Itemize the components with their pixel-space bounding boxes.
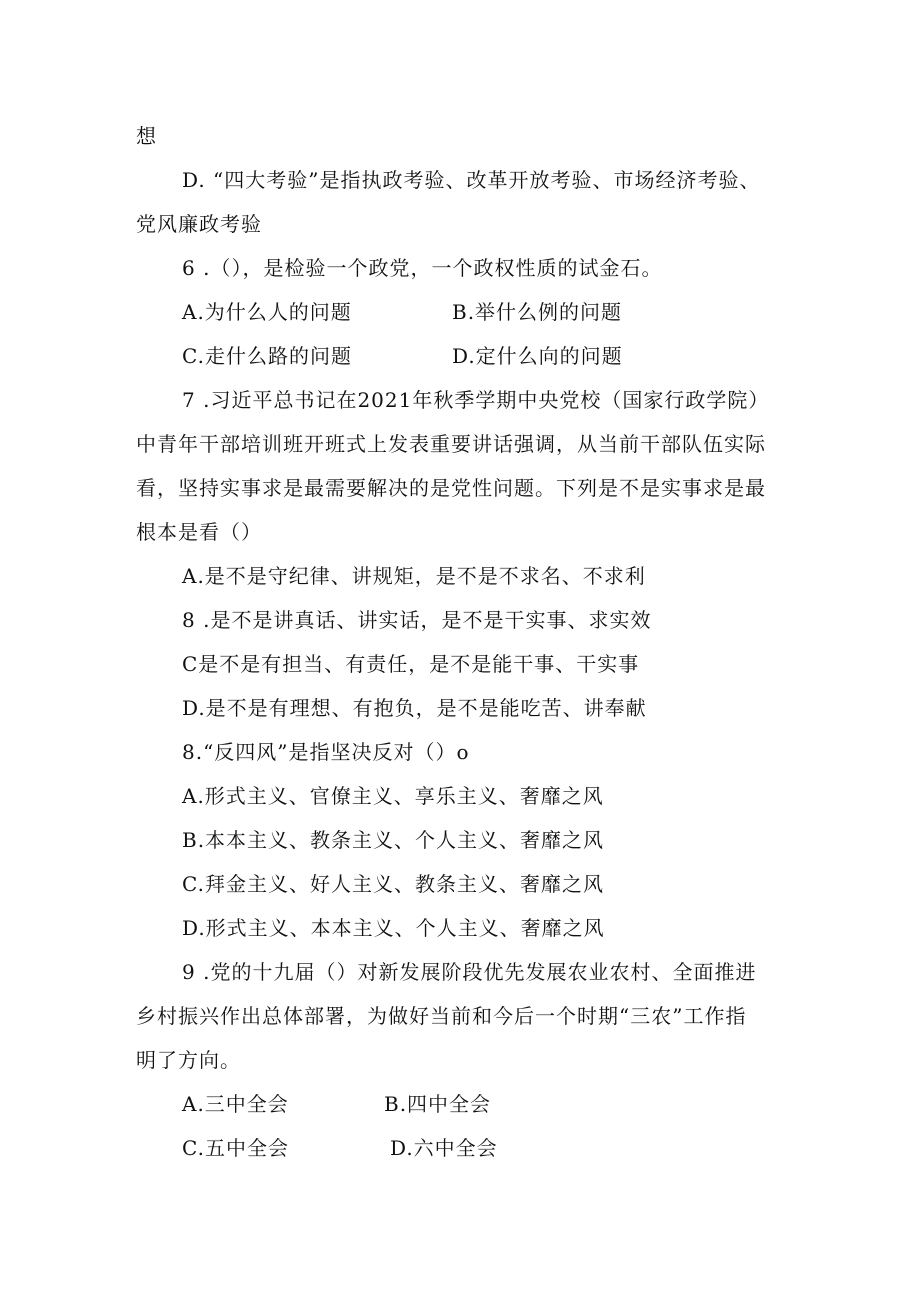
option-d-q5: D. “四大考验”是指执政考验、改革开放考验、市场经济考验、 bbox=[182, 168, 761, 192]
q7-option-b: 8 .是不是讲真话、讲实话，是不是干实事、求实效 bbox=[182, 608, 652, 632]
q9-option-d: D.六中全会 bbox=[390, 1136, 498, 1160]
q7-option-a: A.是不是守纪律、讲规矩，是不是不求名、不求利 bbox=[182, 564, 646, 588]
question-7-line-2: 中青年干部培训班开班式上发表重要讲话强调，从当前干部队伍实际 bbox=[136, 432, 766, 456]
q7-option-c: C是不是有担当、有责任，是不是能干事、干实事 bbox=[182, 652, 640, 676]
q6-option-b: B.举什么例的问题 bbox=[452, 300, 623, 324]
question-9-line-3: 明了方向。 bbox=[136, 1048, 241, 1072]
q6-option-d: D.定什么向的问题 bbox=[452, 344, 623, 368]
q9-option-a: A.三中全会 bbox=[182, 1092, 289, 1116]
question-8: 8.“反四风”是指坚决反对（）o bbox=[182, 740, 470, 764]
question-7-line-3: 看，坚持实事求是最需要解决的是党性问题。下列是不是实事求是最 bbox=[136, 476, 766, 500]
q9-option-c: C.五中全会 bbox=[182, 1136, 289, 1160]
q9-option-b: B.四中全会 bbox=[384, 1092, 492, 1116]
text-line-1: 想 bbox=[136, 124, 157, 148]
q8-option-c: C.拜金主义、好人主义、教条主义、奢靡之风 bbox=[182, 872, 604, 896]
q6-option-a: A.为什么人的问题 bbox=[182, 300, 352, 324]
question-6: 6 .（），是检验一个政党，一个政权性质的试金石。 bbox=[182, 256, 663, 280]
question-9-line-2: 乡村振兴作出总体部署，为做好当前和今后一个时期“三农”工作指 bbox=[136, 1004, 747, 1028]
question-9: 9 .党的十九届（）对新发展阶段优先发展农业农村、全面推进 bbox=[182, 960, 757, 984]
q8-option-d: D.形式主义、本本主义、个人主义、奢靡之风 bbox=[182, 916, 605, 940]
question-7: 7 .习近平总书记在2021年秋季学期中央党校（国家行政学院） bbox=[182, 388, 770, 412]
q6-option-c: C.走什么路的问题 bbox=[182, 344, 352, 368]
q8-option-a: A.形式主义、官僚主义、享乐主义、奢靡之风 bbox=[182, 784, 604, 808]
question-7-line-4: 根本是看（） bbox=[136, 520, 262, 544]
q7-option-d: D.是不是有理想、有抱负，是不是能吃苦、讲奉献 bbox=[182, 696, 647, 720]
text-line-3: 党风廉政考验 bbox=[136, 212, 262, 236]
q8-option-b: B.本本主义、教条主义、个人主义、奢靡之风 bbox=[182, 828, 605, 852]
